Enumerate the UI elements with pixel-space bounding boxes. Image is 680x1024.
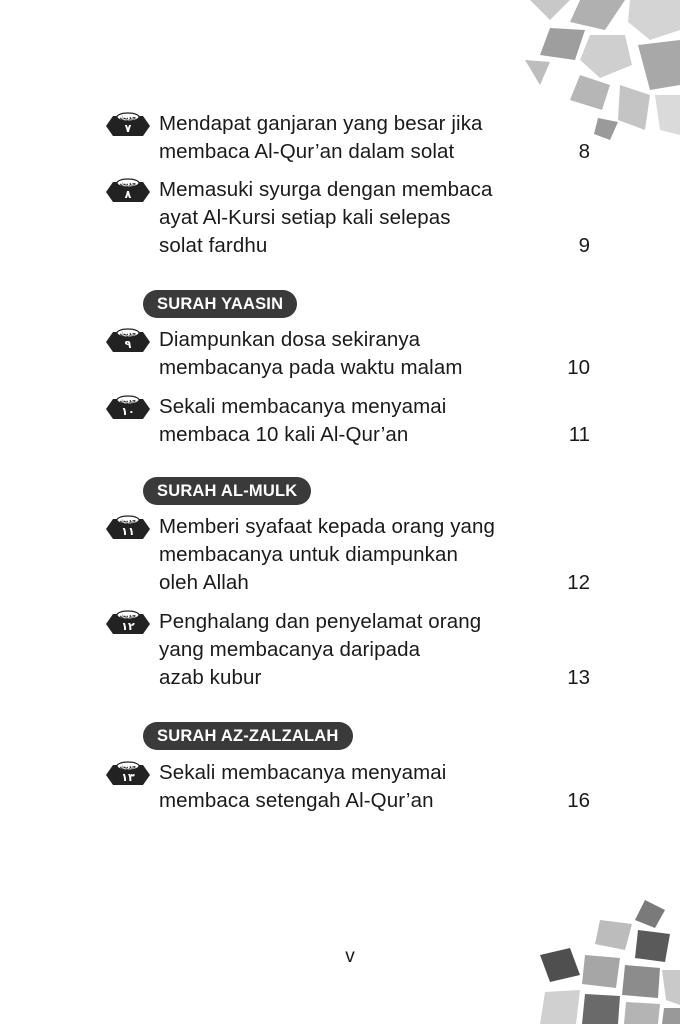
toc-entry[interactable]: [106, 513, 590, 597]
toc-entry[interactable]: [106, 326, 590, 382]
badge-label: حديث: [119, 180, 137, 188]
toc-entry[interactable]: [106, 110, 590, 166]
hadith-badge-icon: [106, 515, 150, 543]
entry-line: membaca 10 kali Al-Qur’an: [159, 423, 409, 446]
page-number: 10: [567, 356, 590, 379]
entry-line: solat fardhu: [159, 234, 268, 257]
entry-title: [159, 393, 539, 449]
hadith-badge-icon: [106, 178, 150, 206]
entry-line: azab kubur: [159, 666, 262, 689]
page-number: 12: [567, 571, 590, 594]
entry-title: [159, 326, 539, 382]
hadith-badge-icon: [106, 112, 150, 140]
entry-title: [159, 513, 539, 597]
hadith-badge-icon: [106, 328, 150, 356]
badge-label: حديث: [119, 397, 137, 405]
entry-title: [159, 176, 539, 260]
entry-line: ayat Al-Kursi setiap kali selepas: [159, 206, 451, 229]
entry-title: [159, 759, 539, 815]
entry-line: Memasuki syurga dengan membaca: [159, 178, 493, 201]
badge-number: ١١: [121, 525, 135, 538]
entry-line: Penghalang dan penyelamat orang: [159, 610, 482, 633]
page-number: 16: [567, 789, 590, 812]
entry-line: membacanya untuk diampunkan: [159, 543, 458, 566]
badge-number: ٩: [124, 338, 132, 351]
badge-number: ٧: [124, 122, 132, 135]
entry-line: Sekali membacanya menyamai: [159, 761, 447, 784]
entry-line: oleh Allah: [159, 571, 249, 594]
hadith-badge-icon: [106, 610, 150, 638]
badge-label: حديث: [119, 114, 137, 122]
entry-line: Sekali membacanya menyamai: [159, 395, 447, 418]
entry-line: Memberi syafaat kepada orang yang: [159, 515, 496, 538]
toc-entry[interactable]: [106, 608, 590, 692]
entry-line: yang membacanya daripada: [159, 638, 421, 661]
entry-line: membacanya pada waktu malam: [159, 356, 463, 379]
hadith-badge-icon: [106, 761, 150, 789]
toc-entry[interactable]: [106, 176, 590, 260]
page-number: 9: [578, 234, 590, 257]
entry-line: Mendapat ganjaran yang besar jika: [159, 112, 483, 135]
badge-label: حديث: [119, 763, 137, 771]
badge-number: ١٣: [121, 771, 135, 784]
entry-line: membaca setengah Al-Qur’an: [159, 789, 434, 812]
section-heading-yaasin: SURAH YAASIN: [143, 290, 297, 318]
section-heading-az-zalzalah: SURAH AZ-ZALZALAH: [143, 722, 353, 750]
badge-number: ١٠: [121, 405, 135, 418]
entry-title: [159, 608, 539, 692]
page-number: 13: [567, 666, 590, 689]
hadith-badge-icon: [106, 395, 150, 423]
toc-entry[interactable]: [106, 393, 590, 449]
entry-title: [159, 110, 539, 166]
page-number: 11: [568, 423, 590, 446]
page-number: 8: [578, 140, 590, 163]
badge-label: حديث: [119, 612, 137, 620]
toc-entry[interactable]: [106, 759, 590, 815]
badge-label: حديث: [119, 517, 137, 525]
section-heading-al-mulk: SURAH AL-MULK: [143, 477, 311, 505]
badge-number: ١٢: [121, 620, 135, 633]
entry-line: Diampunkan dosa sekiranya: [159, 328, 421, 351]
badge-label: حديث: [119, 330, 137, 338]
entry-line: membaca Al-Qur’an dalam solat: [159, 140, 455, 163]
folio-page-number: v: [345, 946, 355, 967]
badge-number: ٨: [124, 188, 132, 201]
